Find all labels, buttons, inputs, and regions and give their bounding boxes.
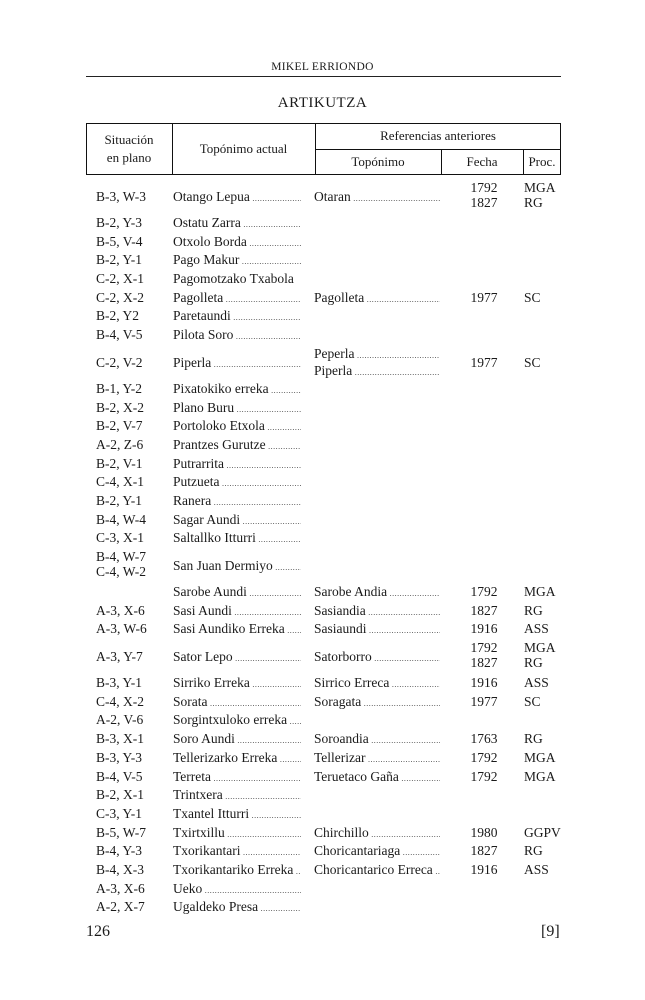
table-row	[0, 346, 645, 381]
cell-toponimo-actual	[173, 621, 301, 638]
cell-ref-toponimo	[314, 843, 440, 860]
table-row	[0, 769, 645, 788]
cell-toponimo-actual	[173, 843, 301, 860]
cell-situacion	[96, 400, 166, 415]
cell-proc-text: MGA	[524, 749, 556, 765]
cell-toponimo-actual-text: Ueko .....	[173, 881, 301, 898]
cell-fecha-text: 1792	[470, 749, 498, 765]
table-row	[0, 271, 645, 290]
cell-situacion	[96, 437, 166, 452]
cell-situacion-text: A-3, W-6	[96, 621, 147, 637]
cell-situacion	[96, 769, 166, 784]
cell-ref-toponimo	[314, 731, 440, 748]
cell-toponimo-actual	[173, 418, 301, 435]
cell-situacion	[96, 549, 166, 579]
cell-ref-toponimo-text: Tellerizar .....	[314, 750, 440, 767]
cell-fecha	[456, 862, 512, 877]
cell-ref-toponimo-text: Otaran .....	[314, 189, 440, 206]
header-referencias: Referencias anteriores	[380, 128, 496, 143]
cell-situacion-text: B-3, W-3	[96, 189, 146, 204]
cell-situacion-text: A-3, X-6	[96, 602, 145, 618]
cell-situacion	[96, 456, 166, 471]
cell-proc	[524, 355, 568, 370]
cell-fecha-text: 1827	[470, 602, 498, 618]
table-row	[0, 787, 645, 806]
cell-fecha	[456, 731, 512, 746]
cell-situacion-text: B-2, X-1	[96, 787, 144, 803]
table-row	[0, 549, 645, 584]
header-situacion-line2: en plano	[106, 150, 152, 165]
header-rule	[86, 76, 561, 77]
cell-proc-text: SC	[524, 289, 541, 305]
cell-toponimo-actual-text: Ranera .....	[173, 493, 301, 510]
cell-situacion-text: A-3, Y-7	[96, 649, 143, 665]
cell-ref-toponimo	[314, 621, 440, 638]
cell-toponimo-actual	[173, 189, 301, 206]
cell-situacion	[96, 675, 166, 690]
cell-situacion-text: B-5, W-7	[96, 824, 146, 840]
cell-fecha	[456, 825, 512, 840]
table-row	[0, 712, 645, 731]
cell-toponimo-actual-text: Sirriko Erreka .....	[173, 675, 301, 692]
cell-situacion	[96, 881, 166, 896]
cell-proc-text: MGA	[524, 768, 556, 784]
cell-situacion-text: C-2, X-2	[96, 289, 144, 305]
cell-proc	[524, 825, 568, 840]
cell-toponimo-actual	[173, 400, 301, 417]
cell-situacion	[96, 474, 166, 489]
table-row	[0, 621, 645, 640]
cell-situacion-text: B-3, X-1	[96, 731, 144, 747]
table-row	[0, 843, 645, 862]
cell-proc	[524, 862, 568, 877]
cell-ref-toponimo-text: Sarobe Andia .....	[314, 584, 440, 601]
cell-toponimo-actual	[173, 649, 301, 666]
cell-proc	[524, 675, 568, 690]
cell-situacion-text: A-3, X-6	[96, 880, 145, 896]
cell-fecha	[456, 675, 512, 690]
cell-proc-text: ASS	[524, 621, 549, 637]
section-number: [9]	[541, 923, 560, 940]
cell-situacion	[96, 649, 166, 664]
cell-toponimo-actual-text: Sasi Aundi .....	[173, 603, 301, 620]
cell-toponimo-actual-text: Pago Makur .....	[173, 252, 301, 269]
cell-toponimo-actual-text: Sagar Aundi .....	[173, 512, 301, 529]
cell-toponimo-actual-text: Ugaldeko Presa .....	[173, 899, 301, 916]
cell-ref-toponimo	[314, 290, 440, 307]
cell-ref-toponimo-text: Sasiaundi .....	[314, 621, 440, 638]
cell-situacion-text: B-4, X-3	[96, 861, 144, 877]
cell-toponimo-actual-text: Sator Lepo .....	[173, 649, 301, 666]
cell-fecha-text: 1827	[470, 195, 498, 210]
cell-ref-toponimo-text: Chirchillo .....	[314, 825, 440, 842]
cell-fecha-text: 1792	[470, 640, 498, 656]
cell-toponimo-actual	[173, 530, 301, 547]
table-row	[0, 381, 645, 400]
cell-situacion-text: A-2, Z-6	[96, 436, 144, 452]
cell-toponimo-actual	[173, 355, 301, 372]
cell-situacion-text: C-4, X-1	[96, 474, 144, 490]
cell-situacion-text: C-3, Y-1	[96, 805, 142, 821]
cell-proc	[524, 694, 568, 709]
cell-fecha-text: 1980	[470, 824, 498, 840]
cell-fecha-text: 1792	[470, 768, 498, 784]
cell-toponimo-actual	[173, 437, 301, 454]
cell-proc	[524, 750, 568, 765]
cell-toponimo-actual-text: Sorgintxuloko erreka .....	[173, 712, 301, 729]
cell-situacion-text: B-2, Y-3	[96, 215, 142, 230]
table-row	[0, 675, 645, 694]
cell-situacion-text: B-2, Y-1	[96, 252, 142, 268]
cell-fecha	[456, 694, 512, 709]
cell-situacion	[96, 252, 166, 267]
cell-proc-text: MGA	[524, 640, 556, 656]
cell-fecha-text: 1977	[470, 354, 498, 370]
cell-situacion	[96, 308, 166, 323]
cell-proc	[524, 731, 568, 746]
table-row	[0, 400, 645, 419]
cell-situacion	[96, 694, 166, 709]
cell-toponimo-actual-text: Paretaundi .....	[173, 308, 301, 325]
cell-toponimo-actual	[173, 493, 301, 510]
cell-fecha-text: 1977	[470, 289, 498, 305]
cell-ref-toponimo-text: Satorborro .....	[314, 649, 440, 666]
cell-toponimo-actual	[173, 381, 301, 398]
cell-toponimo-actual	[173, 234, 301, 251]
cell-toponimo-actual-text: Putzueta .....	[173, 474, 301, 491]
cell-toponimo-actual-text: Otango Lepua .....	[173, 189, 301, 206]
cell-ref-toponimo-text: Peperla .....	[314, 346, 440, 363]
cell-situacion-text: B-5, V-4	[96, 233, 143, 249]
cell-ref-toponimo	[314, 825, 440, 842]
cell-situacion	[96, 355, 166, 370]
cell-situacion	[96, 787, 166, 802]
cell-situacion	[96, 189, 166, 204]
cell-situacion	[96, 271, 166, 286]
cell-proc	[524, 180, 568, 210]
cell-situacion-text: C-2, X-1	[96, 271, 144, 287]
cell-fecha	[456, 621, 512, 636]
cell-toponimo-actual	[173, 456, 301, 473]
cell-ref-toponimo-text: Soragata .....	[314, 694, 440, 711]
table-row	[0, 512, 645, 531]
cell-fecha	[456, 640, 512, 670]
cell-toponimo-actual-text: Sorata .....	[173, 694, 301, 711]
cell-fecha	[456, 355, 512, 370]
table-row	[0, 456, 645, 475]
cell-fecha-text: 1792	[470, 584, 498, 599]
header-situacion-line1: Situación	[104, 132, 154, 147]
cell-toponimo-actual-text: Prantzes Gurutze .....	[173, 437, 301, 454]
cell-toponimo-actual	[173, 290, 301, 307]
cell-ref-toponimo	[314, 694, 440, 711]
table-row	[0, 327, 645, 346]
cell-situacion-text: B-3, Y-3	[96, 749, 142, 765]
cell-situacion	[96, 290, 166, 305]
cell-toponimo-actual	[173, 603, 301, 620]
cell-ref-toponimo	[314, 346, 440, 380]
cell-toponimo-actual-text: Txorikantari .....	[173, 843, 301, 860]
table-row	[0, 530, 645, 549]
header-ref-toponimo: Topónimo	[351, 154, 405, 169]
cell-fecha-text: 1827	[470, 655, 498, 671]
cell-proc	[524, 290, 568, 305]
running-head: MIKEL ERRIONDO	[271, 61, 374, 73]
cell-proc-text: RG	[524, 843, 543, 859]
table-row	[0, 806, 645, 825]
cell-situacion	[96, 899, 166, 914]
cell-toponimo-actual	[173, 806, 301, 823]
cell-toponimo-actual	[173, 769, 301, 786]
header-situacion	[86, 123, 172, 175]
cell-ref-toponimo	[314, 769, 440, 786]
cell-toponimo-actual-text: Pagomotzako Txabola	[173, 271, 294, 287]
cell-ref-toponimo-text: Choricantarico Erreca .....	[314, 862, 440, 879]
header-proc: Proc.	[528, 154, 556, 169]
cell-situacion	[96, 621, 166, 636]
cell-proc	[524, 584, 568, 599]
cell-fecha	[456, 769, 512, 784]
cell-toponimo-actual-text: Soro Aundi .....	[173, 731, 301, 748]
cell-situacion	[96, 750, 166, 765]
table-row	[0, 825, 645, 844]
cell-situacion	[96, 493, 166, 508]
cell-toponimo-actual	[173, 271, 301, 286]
table-row	[0, 252, 645, 271]
cell-ref-toponimo	[314, 603, 440, 620]
cell-situacion-text: B-4, W-7	[96, 549, 146, 564]
cell-ref-toponimo	[314, 649, 440, 666]
cell-toponimo-actual	[173, 308, 301, 325]
cell-toponimo-actual-text: Txantel Itturri .....	[173, 806, 301, 823]
cell-situacion-text: C-2, V-2	[96, 354, 143, 370]
cell-toponimo-actual	[173, 750, 301, 767]
cell-situacion	[96, 603, 166, 618]
cell-situacion-text: B-4, V-5	[96, 327, 143, 343]
cell-toponimo-actual-text: Pixatokiko erreka .....	[173, 381, 301, 398]
cell-proc-text: SC	[524, 693, 541, 709]
cell-proc-text: ASS	[524, 861, 549, 877]
cell-situacion-text: B-4, W-4	[96, 511, 146, 527]
table-row	[0, 750, 645, 769]
cell-ref-toponimo	[314, 862, 440, 879]
cell-situacion-text: B-4, Y-3	[96, 843, 142, 859]
cell-ref-toponimo-text: Sasiandia .....	[314, 603, 440, 620]
cell-situacion	[96, 806, 166, 821]
cell-toponimo-actual-text: Trintxera .....	[173, 787, 301, 804]
cell-proc	[524, 640, 568, 670]
cell-toponimo-actual-text: Putrarrita .....	[173, 456, 301, 473]
cell-situacion	[96, 731, 166, 746]
cell-situacion	[96, 862, 166, 877]
table-row	[0, 290, 645, 309]
cell-toponimo-actual-text: San Juan Dermiyo .....	[173, 558, 301, 575]
cell-ref-toponimo-text: Soroandia .....	[314, 731, 440, 748]
cell-toponimo-actual	[173, 675, 301, 692]
cell-ref-toponimo	[314, 189, 440, 206]
cell-ref-toponimo	[314, 675, 440, 692]
cell-toponimo-actual-text: Pagolleta .....	[173, 290, 301, 307]
cell-situacion	[96, 712, 166, 727]
cell-toponimo-actual	[173, 252, 301, 269]
cell-situacion	[96, 327, 166, 342]
cell-toponimo-actual	[173, 881, 301, 898]
cell-situacion-text: A-2, V-6	[96, 712, 144, 728]
cell-toponimo-actual	[173, 712, 301, 729]
cell-situacion-text: B-1, Y-2	[96, 380, 142, 396]
table-row	[0, 180, 645, 215]
cell-situacion-text: C-4, W-2	[96, 564, 146, 579]
cell-fecha	[456, 603, 512, 618]
table-row	[0, 862, 645, 881]
cell-proc-text: GGPV	[524, 824, 561, 840]
cell-fecha-text: 1792	[470, 180, 498, 195]
cell-proc-text: RG	[524, 731, 543, 747]
cell-ref-toponimo-text: Piperla .....	[314, 363, 440, 380]
table-row	[0, 731, 645, 750]
table-row	[0, 640, 645, 675]
cell-toponimo-actual-text: Ostatu Zarra .....	[173, 215, 301, 232]
cell-toponimo-actual	[173, 558, 301, 575]
cell-situacion	[96, 512, 166, 527]
cell-fecha-text: 1916	[470, 675, 498, 691]
cell-proc-text: ASS	[524, 675, 549, 691]
table-body	[0, 180, 645, 918]
cell-proc-text: SC	[524, 354, 541, 370]
cell-toponimo-actual-text: Otxolo Borda .....	[173, 234, 301, 251]
cell-situacion-text: B-2, Y2	[96, 308, 139, 324]
cell-proc-text: RG	[524, 602, 543, 618]
cell-situacion	[96, 215, 166, 230]
table-row	[0, 493, 645, 512]
page-number: 126	[86, 923, 110, 940]
cell-toponimo-actual	[173, 787, 301, 804]
table-row	[0, 694, 645, 713]
cell-situacion	[96, 381, 166, 396]
cell-ref-toponimo	[314, 750, 440, 767]
cell-proc-text: MGA	[524, 180, 556, 195]
cell-proc-text: RG	[524, 655, 543, 671]
table-row	[0, 418, 645, 437]
cell-toponimo-actual	[173, 512, 301, 529]
cell-situacion-text: B-2, V-7	[96, 418, 143, 434]
cell-toponimo-actual-text: Sasi Aundiko Erreka .....	[173, 621, 301, 638]
cell-proc	[524, 769, 568, 784]
cell-toponimo-actual-text: Tellerizarko Erreka .....	[173, 750, 301, 767]
table-row	[0, 881, 645, 900]
cell-situacion-text: B-2, Y-1	[96, 492, 142, 508]
cell-toponimo-actual-text: Terreta .....	[173, 769, 301, 786]
cell-toponimo-actual-text: Sarobe Aundi .....	[173, 584, 301, 601]
cell-toponimo-actual-text: Piperla .....	[173, 355, 301, 372]
cell-fecha	[456, 843, 512, 858]
cell-ref-toponimo-text: Pagolleta .....	[314, 290, 440, 307]
table-row	[0, 215, 645, 234]
cell-proc-text: RG	[524, 195, 543, 210]
cell-situacion-text: B-3, Y-1	[96, 675, 142, 691]
table-row	[0, 899, 645, 918]
cell-toponimo-actual	[173, 731, 301, 748]
cell-toponimo-actual	[173, 694, 301, 711]
cell-situacion-text: B-4, V-5	[96, 768, 143, 784]
cell-toponimo-actual	[173, 584, 301, 601]
cell-toponimo-actual	[173, 474, 301, 491]
cell-situacion	[96, 234, 166, 249]
cell-fecha-text: 1916	[470, 621, 498, 637]
cell-proc	[524, 621, 568, 636]
cell-fecha	[456, 290, 512, 305]
cell-toponimo-actual-text: Saltallko Itturri .....	[173, 530, 301, 547]
page-title: ARTIKUTZA	[277, 95, 368, 111]
table-row	[0, 308, 645, 327]
cell-situacion-text: B-2, X-2	[96, 399, 144, 415]
cell-fecha-text: 1916	[470, 861, 498, 877]
cell-situacion	[96, 843, 166, 858]
cell-toponimo-actual-text: Txorikantariko Erreka .....	[173, 862, 301, 879]
header-toponimo-actual: Topónimo actual	[199, 141, 288, 156]
header-fecha: Fecha	[466, 154, 498, 169]
cell-situacion-text: C-4, X-2	[96, 693, 144, 709]
cell-situacion-text: B-2, V-1	[96, 455, 143, 471]
table-row	[0, 234, 645, 253]
cell-ref-toponimo-text: Sirrico Erreca .....	[314, 675, 440, 692]
cell-proc	[524, 603, 568, 618]
cell-toponimo-actual	[173, 899, 301, 916]
cell-proc	[524, 843, 568, 858]
cell-fecha-text: 1827	[470, 843, 498, 859]
cell-situacion-text: C-3, X-1	[96, 530, 144, 546]
cell-fecha	[456, 750, 512, 765]
table-row	[0, 437, 645, 456]
cell-ref-toponimo	[314, 584, 440, 601]
table-row	[0, 584, 645, 603]
cell-toponimo-actual-text: Plano Buru .....	[173, 400, 301, 417]
table-row	[0, 474, 645, 493]
cell-situacion	[96, 530, 166, 545]
cell-fecha	[456, 180, 512, 210]
cell-proc-text: MGA	[524, 584, 556, 599]
cell-situacion	[96, 825, 166, 840]
cell-ref-toponimo-text: Choricantariaga .....	[314, 843, 440, 860]
cell-fecha-text: 1977	[470, 693, 498, 709]
cell-toponimo-actual-text: Pilota Soro .....	[173, 327, 301, 344]
cell-fecha	[456, 584, 512, 599]
cell-situacion-text: A-2, X-7	[96, 899, 145, 915]
cell-toponimo-actual	[173, 215, 301, 232]
cell-fecha-text: 1763	[470, 731, 498, 747]
cell-situacion	[96, 418, 166, 433]
table-row	[0, 603, 645, 622]
cell-toponimo-actual	[173, 825, 301, 842]
cell-ref-toponimo-text: Teruetaco Gaña .....	[314, 769, 440, 786]
cell-toponimo-actual-text: Txirtxillu .....	[173, 825, 301, 842]
cell-toponimo-actual	[173, 862, 301, 879]
cell-toponimo-actual-text: Portoloko Etxola .....	[173, 418, 301, 435]
cell-toponimo-actual	[173, 327, 301, 344]
